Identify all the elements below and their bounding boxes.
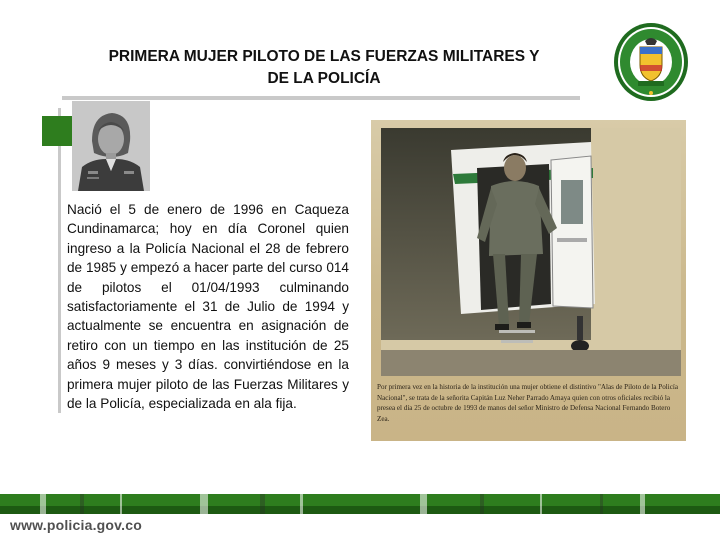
footer-url: www.policia.gov.co [10, 517, 142, 533]
historic-photo-card [371, 120, 686, 441]
title-divider [62, 96, 580, 100]
left-divider [58, 108, 61, 413]
pilot-aircraft-photo [381, 128, 681, 376]
portrait-photo [72, 101, 150, 191]
footer-color-stripe [0, 494, 720, 514]
photo-caption: Por primera vez en la historia de la institución una mujer obtiene el distintivo "Alas de Piloto de la Policía Nacional", se trata de la señorita Capitán Luz Neher Parrado Amaya quien con otros oficiales recibió la presea el día 25 de octubre de 1993 de manos del señor Ministro de Defensa Nacional Fernando Botero Zea. [377, 383, 678, 423]
accent-square [42, 116, 72, 146]
title-line-1: PRIMERA MUJER PILOTO DE LAS FUERZAS MILITARES Y [108, 48, 540, 65]
title-line-2: DE LA POLICÍA [267, 70, 381, 87]
police-seal-logo [612, 21, 690, 103]
biography-text: Nació el 5 de enero de 1996 en Caqueza Cundinamarca; hoy en día Coronel quien ingreso a la Policía Nacional el 28 de febrero de 1985 y empezó a hacer parte del curso 014 de pilotos el 01/04/1993 culminando satisfactoriamente el 31 de Julio de 1994 y actualmente se encuentra en asignación de retiro con un tiempo en las institución de 25 años 9 meses y 3 días. convirtiéndose en la primera mujer piloto de las Fuerzas Militares y de la Policía, especializada en ala fija. [67, 202, 349, 412]
page-title [62, 46, 586, 90]
